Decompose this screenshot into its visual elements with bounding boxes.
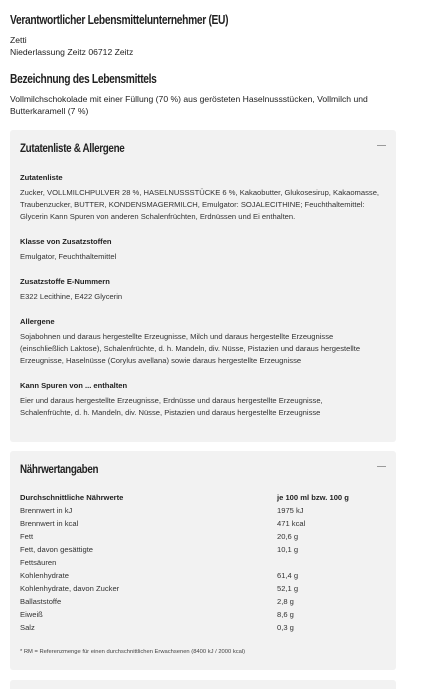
additive-class-text: Emulgator, Feuchthaltemittel [20,252,117,261]
nutrition-label: Fettsäuren [20,558,57,567]
ingredients-text-line: Glycerin Kann Spuren von anderen Schalenfrüchten, Erdnüssen und Ei enthalten. [20,212,296,221]
nutrition-value: 0,3 g [277,623,294,632]
nutrition-value: 20,6 g [277,532,299,541]
nutrition-value: 471 kcal [277,519,306,528]
nutrition-row [20,557,386,569]
additive-class-heading: Klasse von Zusatzstoffen [20,237,112,246]
ingredients-text-line: Zucker, VOLLMILCHPULVER 28 %, HASELNUSSSTÜCKE 6 %, Kakaobutter, Glukosesirup, Kakaomasse, [20,188,380,197]
collapse-minus-icon[interactable] [377,466,386,467]
nutrition-row [20,518,386,530]
nutrition-label: Eiweiß [20,610,43,619]
operator-address: Niederlassung Zeitz 06712 Zeitz [10,47,134,57]
nutrition-row [20,596,386,608]
nutrition-value: 52,1 g [277,584,299,593]
nutrition-label: Brennwert in kcal [20,519,79,528]
allergens-text-line: (einschließlich Laktose), Schalenfrüchte, d. h. Mandeln, div. Nüsse, Pistazien und daraus hergestellte [20,344,361,353]
nutrition-row [20,609,386,621]
nutrition-row [20,622,386,634]
nutrition-label: Fett [20,532,34,541]
ingredients-heading: Zutatenliste [20,173,63,182]
nutrition-panel-title: Nährwertangaben [20,462,99,476]
designation-heading: Bezeichnung des Lebensmittels [10,72,157,86]
traces-text-line: Schalenfrüchte, d. h. Mandeln, div. Nüsse, Pistazien und daraus hergestellte Erzeugnisse [20,408,321,417]
nutrition-value: 8,6 g [277,610,294,619]
nutrition-label: Salz [20,623,35,632]
reference-footnote: * RM = Referenzmenge für einen durchschnittlichen Erwachsenen (8400 kJ / 2000 kcal) [20,649,246,655]
nutrition-label: Fett, davon gesättigte [20,545,94,554]
e-numbers-heading: Zusatzstoffe E-Nummern [20,277,110,286]
nutrition-row [20,531,386,543]
nutrition-row [20,583,386,595]
next-panel[interactable] [10,680,396,689]
ingredients-panel [10,130,396,442]
nutrition-label: Ballaststoffe [20,597,62,606]
operator-heading: Verantwortlicher Lebensmittelunternehmer (EU) [10,13,229,27]
nutrition-value: 61,4 g [277,571,299,580]
nutrition-label: Kohlenhydrate, davon Zucker [20,584,120,593]
nutrition-value: 10,1 g [277,545,299,554]
allergens-text-line: Sojabohnen und daraus hergestellte Erzeugnisse, Milch und daraus hergestellte Erzeugnisse [20,332,334,341]
nutrition-value: 1975 kJ [277,506,304,515]
ingredients-panel-title: Zutatenliste & Allergene [20,141,125,155]
nutrition-label: Kohlenhydrate [20,571,69,580]
nutrition-row [20,505,386,517]
nutrition-table-header [20,492,386,504]
collapse-minus-icon[interactable] [377,145,386,146]
nutrition-row [20,570,386,582]
nutrition-header-value: je 100 ml bzw. 100 g [277,493,349,502]
ingredients-panel-header[interactable] [10,130,396,166]
allergens-heading: Allergene [20,317,55,326]
traces-heading: Kann Spuren von ... enthalten [20,381,128,390]
allergens-text-line: Erzeugnisse, Haselnüsse (Corylus avellana) sowie daraus hergestellte Erzeugnisse [20,356,302,365]
e-numbers-text: E322 Lecithine, E422 Glycerin [20,292,123,301]
nutrition-header-label: Durchschnittliche Nährwerte [20,493,124,502]
nutrition-panel [10,451,396,670]
nutrition-panel-header[interactable] [10,451,396,487]
nutrition-label: Brennwert in kJ [20,506,73,515]
operator-name: Zetti [10,35,27,45]
nutrition-row [20,544,386,556]
designation-text: Vollmilchschokolade mit einer Füllung (70 %) aus gerösteten Haselnussstücken, Vollmilch und Butterkaramell (7 %) [10,94,368,116]
traces-text-line: Eier und daraus hergestellte Erzeugnisse, Erdnüsse und daraus hergestellte Erzeugnisse, [20,396,323,405]
ingredients-text-line: Traubenzucker, BUTTER, KONDENSMAGERMILCH, Emulgator: SOJALECITHINE; Feuchthaltemittel: [20,200,365,209]
nutrition-value: 2,8 g [277,597,294,606]
